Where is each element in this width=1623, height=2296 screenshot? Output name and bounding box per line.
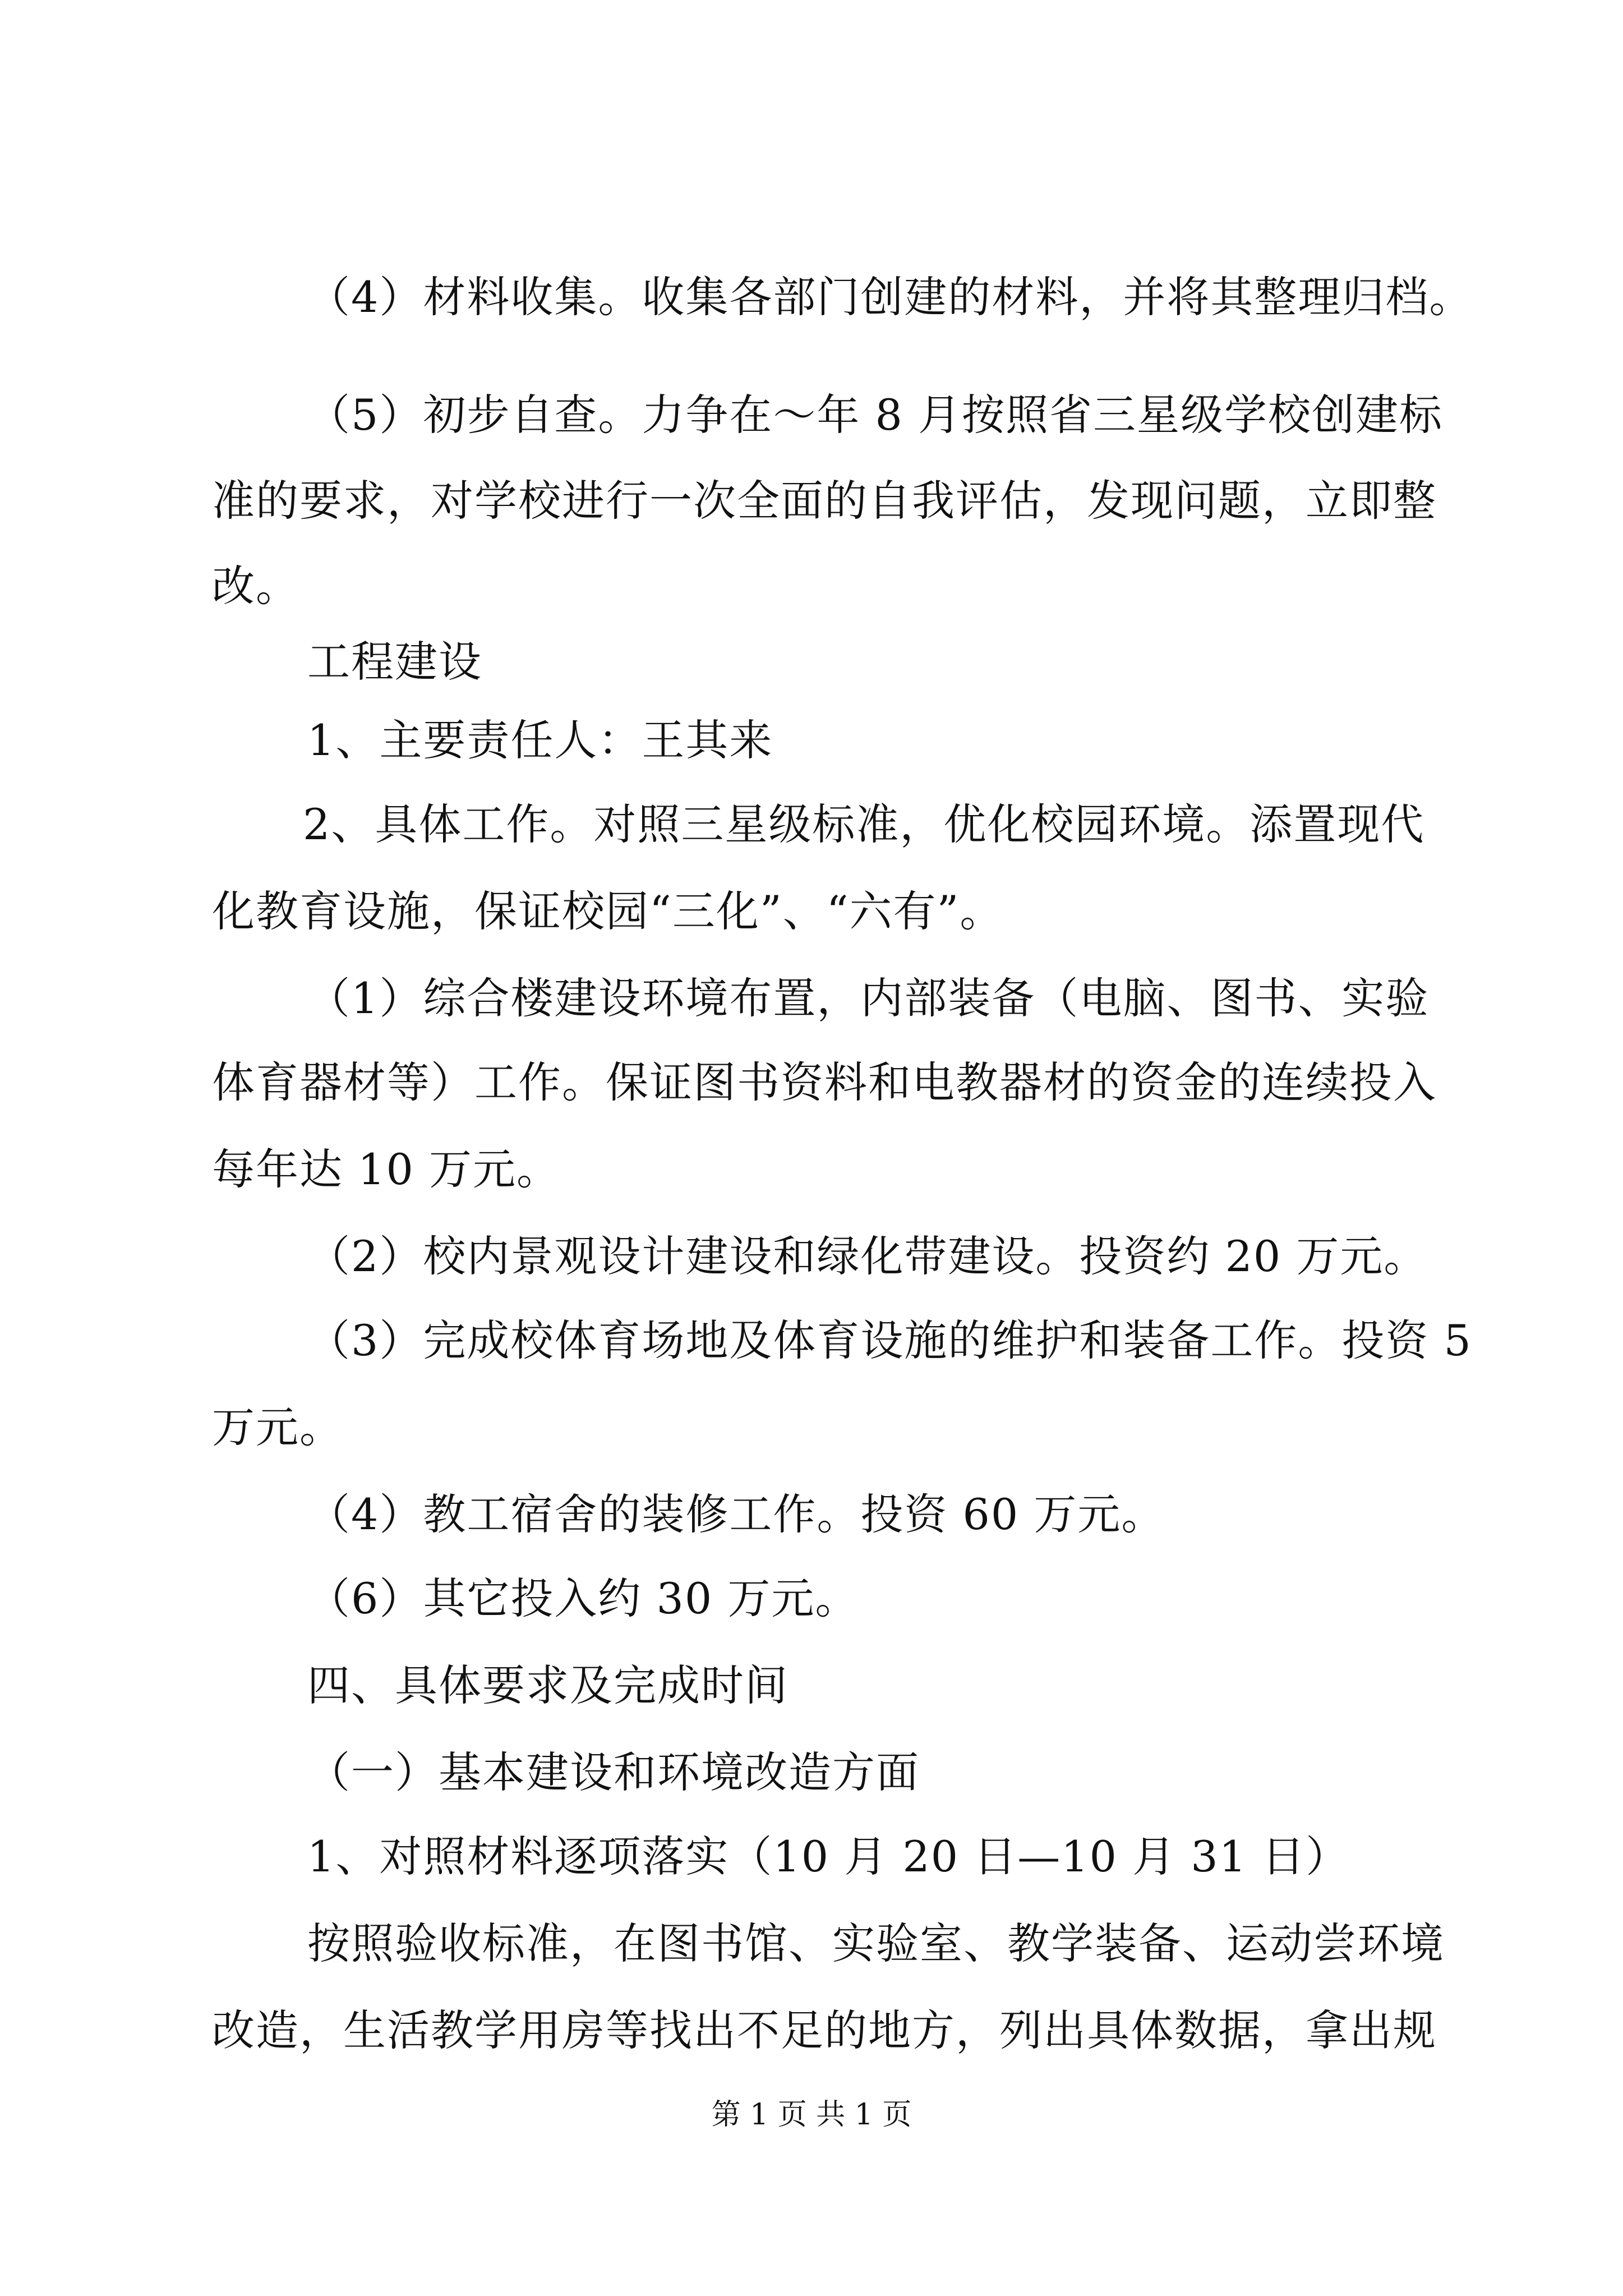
text-line-19: 1、对照材料逐项落实（10 月 20 日—10 月 31 日） <box>307 1832 1350 1881</box>
text-line-5: 工程建设 <box>307 637 482 687</box>
text-line-14: 万元。 <box>212 1402 343 1452</box>
text-line-1: （4）材料收集。收集各部门创建的材料，并将其整理归档。 <box>307 272 1473 322</box>
text-line-17: 四、具体要求及完成时间 <box>307 1660 789 1710</box>
text-line-10: 体育器材等）工作。保证图书资料和电教器材的资金的连续投入 <box>212 1057 1437 1107</box>
text-line-4: 改。 <box>212 561 299 611</box>
text-line-7: 2、具体工作。对照三星级标准，优化校园环境。添置现代 <box>303 799 1425 849</box>
text-line-13: （3）完成校体育场地及体育设施的维护和装备工作。投资 5 <box>307 1315 1472 1365</box>
text-line-18: （一）基本建设和环境改造方面 <box>307 1747 920 1797</box>
text-line-21: 改造，生活教学用房等找出不足的地方，列出具体数据，拿出规 <box>212 2005 1437 2055</box>
text-line-3: 准的要求，对学校进行一次全面的自我评估，发现问题，立即整 <box>212 476 1437 526</box>
text-line-16: （6）其它投入约 30 万元。 <box>307 1573 859 1623</box>
text-line-2: （5）初步自查。力争在～年 8 月按照省三星级学校创建标 <box>307 390 1444 440</box>
text-line-15: （4）教工宿舍的装修工作。投资 60 万元。 <box>307 1489 1165 1539</box>
text-line-6: 1、主要责任人：王其来 <box>307 715 773 765</box>
text-line-20: 按照验收标准，在图书馆、实验室、教学装备、运动尝环境 <box>307 1918 1445 1968</box>
text-line-12: （2）校内景观设计建设和绿化带建设。投资约 20 万元。 <box>307 1231 1428 1281</box>
text-line-9: （1）综合楼建设环境布置，内部装备（电脑、图书、实验 <box>307 973 1430 1023</box>
text-line-8: 化教育设施，保证校园“三化”、“六有”。 <box>212 886 1004 936</box>
text-line-11: 每年达 10 万元。 <box>212 1144 561 1194</box>
page-footer: 第 1 页 共 1 页 <box>711 2098 912 2132</box>
